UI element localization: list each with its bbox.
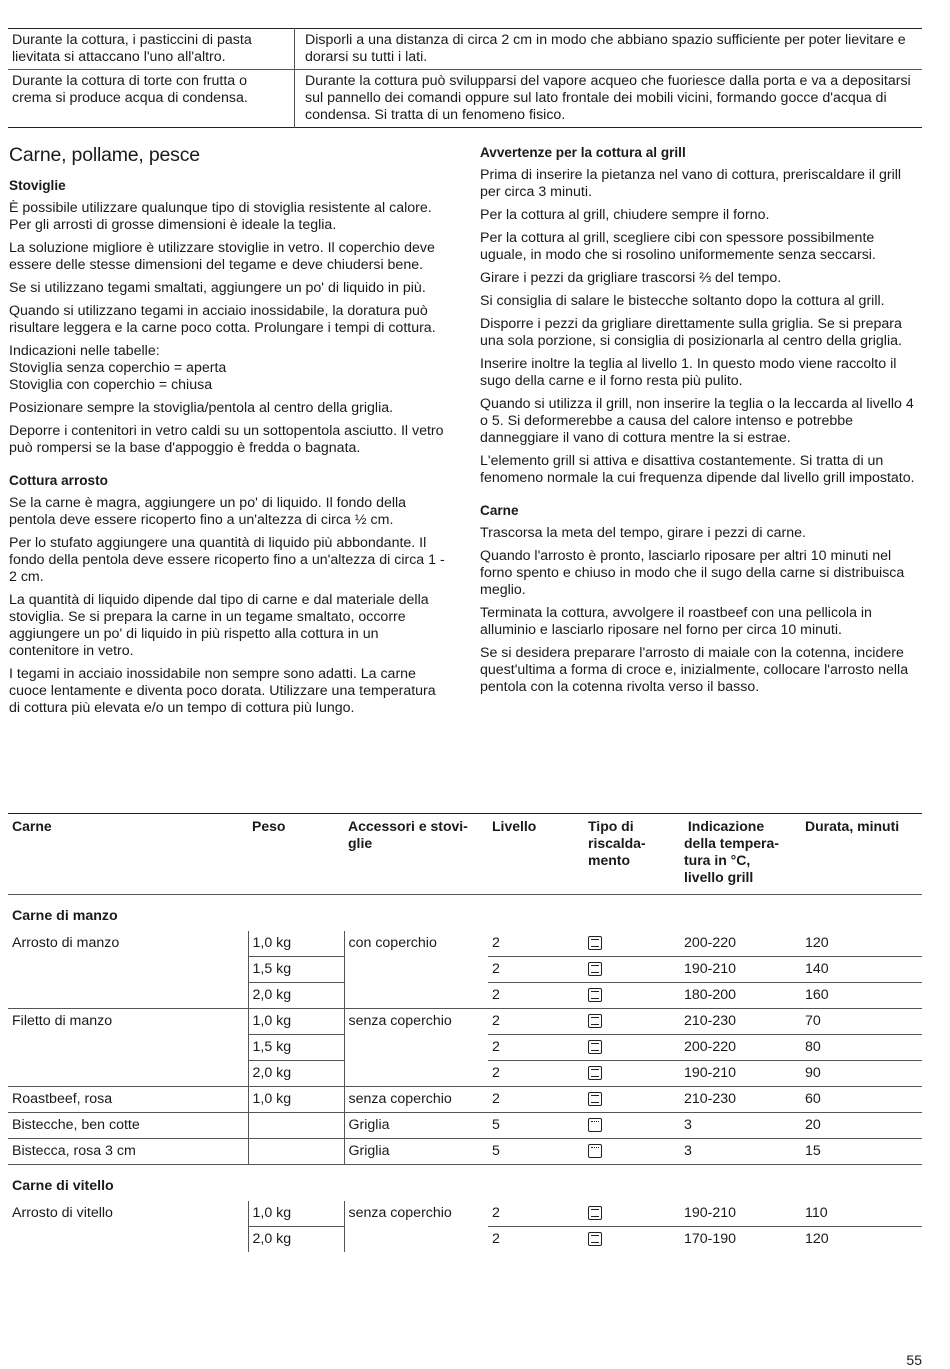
paragraph: Per la cottura al grill, chiudere sempre il forno.	[480, 207, 770, 223]
cell-livello: 2	[492, 935, 500, 951]
cell-durata: 140	[801, 957, 922, 983]
section-title: Carne, pollame, pesce	[9, 144, 200, 166]
cell-carne: Roastbeef, rosa	[8, 1087, 248, 1113]
top-bottom-heat-icon	[588, 1206, 602, 1220]
cell-accessori	[344, 983, 488, 1009]
cell-durata: 120	[801, 1227, 922, 1253]
cell-tipo	[584, 1087, 680, 1113]
cell-tipo	[584, 1201, 680, 1227]
arrosto-heading: Cottura arrosto	[9, 473, 108, 488]
table-header-row	[8, 814, 922, 895]
tips-table	[8, 28, 922, 128]
table-row	[8, 1139, 922, 1165]
top-bottom-heat-icon	[588, 962, 602, 976]
cell-livello: 2	[488, 957, 584, 983]
cell-carne: Arrosto di vitello	[12, 1205, 113, 1222]
tip-solution: Durante la cottura può svilupparsi del vapore acqueo che fuoriesce dalla porta e va a depositarsi sul pannello dei comandi oppure sul lato frontale dei mobili vicini, formando gocce d'acqua di condensa. Si tratta di un fenomeno fisico.	[305, 73, 911, 123]
cell-tipo	[584, 1009, 680, 1035]
col-header-peso: Peso	[252, 818, 286, 834]
cell-carne	[8, 1035, 248, 1061]
cell-temperatura: 3	[680, 1139, 801, 1165]
cell-livello: 2	[488, 1009, 584, 1035]
cell-temperatura: 210-230	[680, 1009, 801, 1035]
indicazioni-line: Stoviglia con coperchio = chiusa	[9, 377, 213, 393]
paragraph: Trascorsa la meta del tempo, girare i pezzi di carne.	[480, 525, 806, 541]
tip-problem: Durante la cottura, i pasticcini di pasta lievitata si attaccano l'uno all'altro.	[8, 29, 295, 70]
paragraph: Se si desidera preparare l'arrosto di maiale con la cotenna, incidere quest'ultima a forma di croce e, inizialmente, collocare l'arrosto nella pentola con la cotenna rivolta verso il basso.	[480, 645, 909, 695]
paragraph: Posizionare sempre la stoviglia/pentola al centro della griglia.	[9, 400, 394, 416]
paragraph: La soluzione migliore è utilizzare stoviglie in vetro. Il coperchio deve essere delle stesse dimensioni del tegame e deve chiudersi bene.	[9, 240, 435, 273]
cell-durata: 15	[801, 1139, 922, 1165]
cell-durata: 70	[801, 1009, 922, 1035]
paragraph: Terminata la cottura, avvolgere il roastbeef con una pellicola in alluminio e lasciarlo riposare nel forno per circa 10 minuti.	[480, 605, 872, 638]
cell-temperatura: 190-210	[680, 957, 801, 983]
cell-livello: 2	[488, 1087, 584, 1113]
tip-problem: Durante la cottura di torte con frutta o crema si produce acqua di condensa.	[8, 70, 295, 128]
indicazioni-line: Indicazioni nelle tabelle:	[9, 343, 160, 359]
paragraph: Quando si utilizza il grill, non inserire la teglia o la leccarda al livello 4 o 5. Si deformerebbe a causa del calore intenso e potrebbe danneggiare il vano di cottura mentre la si estrae.	[480, 396, 914, 446]
cell-peso: 2,0 kg	[248, 1227, 344, 1253]
stoviglie-heading: Stoviglie	[9, 178, 66, 193]
cell-durata: 60	[801, 1087, 922, 1113]
paragraph: Disporre i pezzi da grigliare direttamente sulla griglia. Se si prepara una sola porzione, si consiglia di posizionarla al centro della griglia.	[480, 316, 902, 349]
carne-heading: Carne	[480, 503, 519, 518]
tips-row	[8, 70, 922, 128]
cell-accessori: senza coperchio	[344, 1087, 488, 1113]
grill-icon	[588, 1144, 602, 1158]
cell-peso: 2,0 kg	[248, 983, 344, 1009]
top-bottom-heat-icon	[588, 1066, 602, 1080]
cell-peso: 1,5 kg	[248, 1035, 344, 1061]
cell-peso: 1,0 kg	[248, 931, 344, 957]
cell-tipo	[584, 1139, 680, 1165]
paragraph: La quantità di liquido dipende dal tipo di carne e dal materiale della stoviglia. Se si prepara la carne in un tegame smaltato, occorre aggiungere un po' di liquido in più rispetto alla cottura in un contenitore in vetro.	[9, 592, 429, 659]
cell-tipo	[584, 957, 680, 983]
cell-tipo	[584, 1035, 680, 1061]
top-bottom-heat-icon	[588, 1014, 602, 1028]
cell-accessori	[344, 1061, 488, 1087]
table-row	[8, 1227, 922, 1253]
cell-peso: 2,0 kg	[248, 1061, 344, 1087]
table-row	[8, 931, 922, 957]
cell-peso: 1,0 kg	[248, 1009, 344, 1035]
paragraph: Girare i pezzi da grigliare trascorsi ⅔ del tempo.	[480, 270, 782, 286]
cell-peso: 1,0 kg	[248, 1201, 344, 1227]
col-header-durata: Durata, minuti	[805, 818, 900, 834]
cell-temperatura: 180-200	[680, 983, 801, 1009]
paragraph: Quando si utilizzano tegami in acciaio inossidabile, la doratura può risultare leggera e la carne poco cotta. Prolungare i tempi di cottura.	[9, 303, 436, 336]
cell-durata: 90	[801, 1061, 922, 1087]
cell-durata: 20	[801, 1113, 922, 1139]
col-header-carne: Carne	[12, 818, 52, 834]
cell-livello: 2	[492, 1205, 500, 1221]
cell-livello: 2	[488, 1035, 584, 1061]
top-bottom-heat-icon	[588, 1040, 602, 1054]
cell-temperatura: 200-220	[684, 935, 737, 951]
cooking-table	[8, 813, 922, 1252]
col-header-temperatura: Indicazione della tempera- tura in °C, livello grill	[684, 818, 779, 885]
paragraph: Inserire inoltre la teglia al livello 1. In questo modo viene raccolto il sugo della carne e il forno resta più pulito.	[480, 356, 897, 389]
table-row	[8, 1201, 922, 1227]
paragraph: Deporre i contenitori in vetro caldi su un sottopentola asciutto. Il vetro può rompersi se la base d'appoggio è fredda o bagnata.	[9, 423, 444, 456]
cell-durata: 160	[801, 983, 922, 1009]
table-row	[8, 1061, 922, 1087]
top-bottom-heat-icon	[588, 936, 602, 950]
paragraph: Per lo stufato aggiungere una quantità di liquido più abbondante. Il fondo della pentola deve essere ricoperto fino a un'altezza di circa 1 - 2 cm.	[9, 535, 445, 585]
cell-accessori	[344, 1035, 488, 1061]
cell-accessori: Griglia	[344, 1139, 488, 1165]
cell-temperatura: 3	[680, 1113, 801, 1139]
cell-livello: 5	[488, 1113, 584, 1139]
col-header-livello: Livello	[492, 818, 537, 834]
tips-row	[8, 29, 922, 70]
cell-carne	[8, 983, 248, 1009]
cell-livello: 2	[488, 983, 584, 1009]
grill-icon	[588, 1118, 602, 1132]
col-header-tipo: Tipo di riscalda- mento	[588, 818, 646, 868]
paragraph: Prima di inserire la pietanza nel vano di cottura, preriscaldare il grill per circa 3 minuti.	[480, 167, 902, 200]
cell-tipo	[584, 983, 680, 1009]
paragraph: Per la cottura al grill, scegliere cibi con spessore possibilmente uguale, in modo che si rosolino uniformemente senza seccarsi.	[480, 230, 876, 263]
cell-carne	[8, 1227, 248, 1253]
indicazioni-block	[9, 343, 449, 394]
paragraph: L'elemento grill si attiva e disattiva costantemente. Si tratta di un fenomeno normale la cui frequenza dipende dal livello grill impostato.	[480, 453, 915, 486]
cell-livello: 2	[488, 1227, 584, 1253]
cell-peso: 1,5 kg	[248, 957, 344, 983]
cell-accessori: senza coperchio	[344, 1009, 488, 1035]
top-bottom-heat-icon	[588, 1092, 602, 1106]
cell-livello: 5	[488, 1139, 584, 1165]
paragraph: Se si utilizzano tegami smaltati, aggiungere un po' di liquido in più.	[9, 280, 426, 296]
cell-carne: Bistecche, ben cotte	[8, 1113, 248, 1139]
cell-carne: Filetto di manzo	[8, 1009, 248, 1035]
cell-accessori: con coperchio	[344, 931, 488, 957]
cell-accessori	[344, 1227, 488, 1253]
page-number: 55	[906, 1352, 922, 1368]
cell-tipo	[584, 1227, 680, 1253]
cell-carne: Arrosto di manzo	[12, 935, 120, 952]
cell-carne	[8, 957, 248, 983]
paragraph: Quando l'arrosto è pronto, lasciarlo riposare per altri 10 minuti nel forno spento e chiuso in modo che il sugo della carne si distribuisca meglio.	[480, 548, 905, 598]
paragraph: I tegami in acciaio inossidabile non sempre sono adatti. La carne cuoce lentamente e diventa poco dorata. Utilizzare una temperatura di cottura più elevata e/o un tempo di cottura più lungo.	[9, 666, 436, 716]
top-bottom-heat-icon	[588, 988, 602, 1002]
cell-carne: Bistecca, rosa 3 cm	[8, 1139, 248, 1165]
cell-temperatura: 190-210	[680, 1061, 801, 1087]
paragraph: È possibile utilizzare qualunque tipo di stoviglia resistente al calore. Per gli arrosti di grosse dimensioni è ideale la teglia.	[9, 200, 432, 233]
cell-livello: 2	[488, 1061, 584, 1087]
cell-temperatura: 190-210	[684, 1205, 737, 1221]
cell-temperatura: 200-220	[680, 1035, 801, 1061]
table-row	[8, 957, 922, 983]
category-row	[8, 1165, 922, 1202]
cell-peso	[248, 1139, 344, 1165]
cell-tipo	[584, 1113, 680, 1139]
left-column	[9, 143, 449, 723]
category-label: Carne di vitello	[12, 1177, 114, 1194]
category-label: Carne di manzo	[12, 907, 118, 924]
grill-heading: Avvertenze per la cottura al grill	[480, 145, 686, 160]
tip-solution: Disporli a una distanza di circa 2 cm in modo che abbiano spazio sufficiente per poter lievitare e dorarsi su tutti i lati.	[305, 32, 906, 65]
category-row	[8, 895, 922, 932]
col-header-accessori: Accessori e stovi- glie	[348, 818, 468, 851]
cell-durata: 120	[805, 935, 829, 951]
right-column	[480, 143, 922, 702]
cell-tipo	[584, 1061, 680, 1087]
table-row	[8, 1113, 922, 1139]
paragraph: Si consiglia di salare le bistecche soltanto dopo la cottura al grill.	[480, 293, 885, 309]
cell-peso	[248, 1113, 344, 1139]
cell-accessori: Griglia	[344, 1113, 488, 1139]
top-bottom-heat-icon	[588, 1232, 602, 1246]
cell-durata: 80	[801, 1035, 922, 1061]
table-row	[8, 983, 922, 1009]
table-row	[8, 1087, 922, 1113]
cell-peso: 1,0 kg	[248, 1087, 344, 1113]
cell-carne	[8, 1061, 248, 1087]
indicazioni-line: Stoviglia senza coperchio = aperta	[9, 360, 227, 376]
cell-temperatura: 210-230	[680, 1087, 801, 1113]
cell-tipo	[584, 931, 680, 957]
cell-accessori	[344, 957, 488, 983]
paragraph: Se la carne è magra, aggiungere un po' di liquido. Il fondo della pentola deve essere ricoperto fino a un'altezza di circa ½ cm.	[9, 495, 407, 528]
table-row	[8, 1035, 922, 1061]
table-row	[8, 1009, 922, 1035]
cell-durata: 110	[805, 1205, 828, 1221]
cell-temperatura: 170-190	[680, 1227, 801, 1253]
cell-accessori: senza coperchio	[344, 1201, 488, 1227]
